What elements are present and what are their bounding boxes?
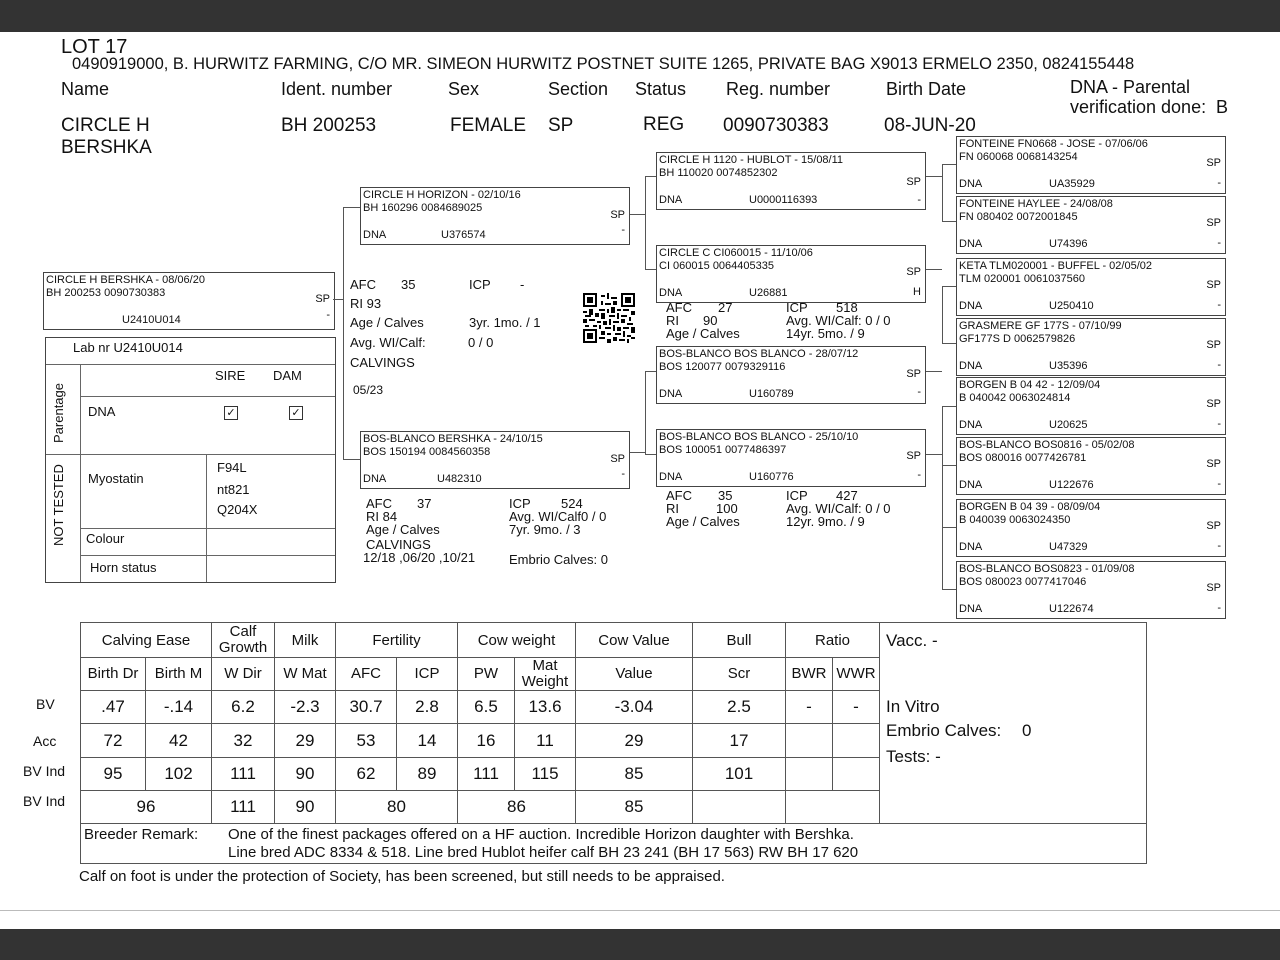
connector (343, 207, 360, 208)
connector (925, 269, 942, 270)
dam-header: DAM (273, 368, 302, 383)
dam-dash: - (621, 468, 625, 480)
table-cell: 101 (693, 758, 786, 791)
dam-id: BOS 150194 0084560358 (363, 446, 491, 458)
lab-box (45, 337, 336, 583)
table-cell: 102 (146, 758, 212, 791)
table-cell: 89 (397, 758, 458, 791)
gp-sp: SP (906, 266, 921, 278)
great-grandparent-box (956, 377, 1226, 435)
gp-id: BH 110020 0074852302 (659, 167, 778, 179)
ggp-dna-label: DNA (959, 603, 983, 615)
gp-title: CIRCLE H 1120 - HUBLOT - 15/08/11 (659, 154, 844, 166)
ggp-title: GRASMERE GF 177S - 07/10/99 (959, 320, 1122, 332)
table-cell: 90 (275, 758, 336, 791)
ggp-sp: SP (1206, 157, 1221, 169)
connector (942, 465, 957, 466)
column-header: Value (576, 658, 693, 691)
stat-value: 7yr. 9mo. / 3 (509, 522, 581, 537)
table-cell: 29 (275, 724, 336, 758)
gp-dna: U26881 (749, 287, 788, 299)
stat-label: Age / Calves (666, 514, 740, 529)
animal-status: REG (643, 114, 685, 135)
connector (645, 176, 646, 270)
dna-verified-value: B (1216, 97, 1229, 117)
ggp-sp: SP (1206, 339, 1221, 351)
gp-dna-label: DNA (659, 388, 683, 400)
stat-value: 427 (836, 488, 858, 503)
column-header: Birth M (146, 658, 212, 691)
stat-value: 37 (417, 496, 432, 511)
gp-dna-label: DNA (659, 194, 683, 206)
table-cell: - (786, 691, 833, 724)
ggp-dna-label: DNA (959, 541, 983, 553)
gp-dash: H (913, 286, 921, 298)
row-label: Acc (33, 733, 57, 749)
ggp-dna-label: DNA (959, 238, 983, 250)
sire-box (360, 187, 630, 245)
great-grandparent-box (956, 136, 1226, 194)
ggp-dash: - (1217, 299, 1221, 311)
vacc-text: Vacc. - (886, 631, 938, 650)
table-cell: 72 (81, 724, 146, 758)
gp-dash: - (917, 194, 921, 206)
ggp-sp: SP (1206, 458, 1221, 470)
stat-value: 518 (836, 300, 858, 315)
ggp-sp: SP (1206, 279, 1221, 291)
stat-value: 12yr. 9mo. / 9 (786, 514, 865, 529)
ggp-dash: - (1217, 602, 1221, 614)
gp-dna: U0000116393 (749, 194, 818, 206)
label-dna-2: verification done: (1070, 97, 1207, 117)
great-grandparent-box (956, 318, 1226, 376)
ggp-id: FN 060068 0068143254 (959, 151, 1078, 163)
connector (629, 452, 645, 453)
in-vitro-label: In Vitro (886, 697, 940, 716)
myostatin-label: Myostatin (88, 471, 144, 486)
label-dna-1: DNA - Parental (1070, 77, 1191, 97)
ggp-title: FONTEINE HAYLEE - 24/08/08 (959, 198, 1113, 210)
stat-value: 12/18 ,06/20 ,10/21 (363, 550, 476, 565)
label-status: Status (635, 79, 687, 99)
stat-value: 05/23 (353, 383, 384, 397)
table-cell: 6.2 (212, 691, 275, 724)
gp-sp: SP (906, 450, 921, 462)
sire-sp: SP (610, 209, 625, 221)
connector (942, 164, 957, 165)
stat-value: Avg. WI/Calf: 0 / 0 (786, 501, 891, 516)
connector (942, 343, 957, 344)
connector (333, 299, 343, 300)
table-cell: 111 (212, 791, 275, 824)
ggp-id: TLM 020001 0061037560 (959, 273, 1085, 285)
ggp-title: BOS-BLANCO BOS0823 - 01/09/08 (959, 563, 1135, 575)
column-header: W Dir (212, 658, 275, 691)
ggp-dna: U122674 (1049, 603, 1094, 615)
connector (629, 214, 645, 215)
table-cell: 29 (576, 724, 693, 758)
sire-dash: - (621, 224, 625, 236)
table-cell: 2.5 (693, 691, 786, 724)
table-cell (833, 758, 880, 791)
gp-id: BOS 100051 0077486397 (659, 444, 787, 456)
table-cell (786, 724, 833, 758)
group-header: Ratio (786, 623, 880, 658)
gp-title: BOS-BLANCO BOS BLANCO - 28/07/12 (659, 348, 859, 360)
connector (942, 527, 957, 528)
table-cell: 42 (146, 724, 212, 758)
table-cell: 80 (336, 791, 458, 824)
self-dna: U2410U014 (122, 314, 181, 326)
gp-title: BOS-BLANCO BOS BLANCO - 25/10/10 (659, 431, 859, 443)
connector (343, 459, 360, 460)
connector (942, 454, 943, 590)
gp-dna-label: DNA (659, 471, 683, 483)
animal-section: SP (548, 115, 574, 136)
table-cell: 96 (81, 791, 212, 824)
stat-label: RI (666, 313, 679, 328)
gp-dna-label: DNA (659, 287, 683, 299)
ggp-dna: U250410 (1049, 300, 1094, 312)
sire-title: CIRCLE H HORIZON - 02/10/16 (363, 189, 521, 201)
label-section: Section (548, 79, 609, 99)
dna-row-label: DNA (88, 404, 116, 419)
not-tested-label: NOT TESTED (51, 464, 66, 546)
group-header: Calving Ease (81, 623, 212, 658)
ggp-dna-label: DNA (959, 300, 983, 312)
ggp-sp: SP (1206, 582, 1221, 594)
table-cell: 17 (693, 724, 786, 758)
connector (942, 164, 943, 222)
ggp-dna: U47329 (1049, 541, 1088, 553)
column-header: Scr (693, 658, 786, 691)
great-grandparent-box (956, 196, 1226, 254)
remark-text: One of the finest packages offered on a HF auction. Incredible Horizon daughter with Bershka. (228, 826, 854, 843)
label-birth: Birth Date (886, 79, 967, 99)
label-reg: Reg. number (726, 79, 831, 99)
table-cell: 90 (275, 791, 336, 824)
ggp-id: GF177S D 0062579826 (959, 333, 1076, 345)
stat-label: Age / Calves (366, 522, 440, 537)
self-sp: SP (315, 293, 330, 305)
lab-nr: Lab nr U2410U014 (73, 340, 183, 355)
ggp-dna-label: DNA (959, 479, 983, 491)
vacc-panel (880, 623, 1147, 824)
sire-check-icon: ✓ (224, 406, 238, 420)
great-grandparent-box (956, 437, 1226, 495)
label-ident: Ident. number (281, 79, 393, 99)
ggp-id: B 040042 0063024814 (959, 392, 1071, 404)
table-cell (693, 791, 786, 824)
stat-value: Embrio Calves: 0 (509, 552, 608, 567)
column-header: W Mat (275, 658, 336, 691)
ggp-dna: U122676 (1049, 479, 1094, 491)
connector (925, 176, 942, 177)
stat-value: - (520, 277, 525, 292)
connector (925, 454, 942, 455)
gp-dna: U160789 (749, 388, 794, 400)
gp-id: BOS 120077 0079329116 (659, 361, 786, 373)
grandsire-dam-box (656, 346, 926, 404)
row-label: BV Ind (23, 793, 66, 809)
embrio-label: Embrio Calves: (886, 721, 1002, 740)
label-name: Name (61, 79, 110, 99)
ggp-title: BORGEN B 04 42 - 12/09/04 (959, 379, 1101, 391)
stat-label: ICP (509, 496, 531, 511)
animal-name-1: CIRCLE H (61, 115, 150, 136)
gp-sp: SP (906, 176, 921, 188)
animal-birth: 08-JUN-20 (884, 115, 976, 136)
stat-value: 35 (718, 488, 733, 503)
stat-label: AFC (666, 488, 692, 503)
horn-status-label: Horn status (90, 560, 157, 575)
animal-reg: 0090730383 (723, 115, 829, 136)
stat-value: 100 (716, 501, 738, 516)
ggp-id: B 040039 0063024350 (959, 514, 1071, 526)
stat-value: 27 (718, 300, 733, 315)
ggp-id: BOS 080023 0077417046 (959, 576, 1087, 588)
stat-label: Age / Calves (350, 315, 424, 330)
great-grandparent-box (956, 258, 1226, 316)
table-cell: 32 (212, 724, 275, 758)
stat-value: 35 (401, 277, 416, 292)
stat-label: AFC (366, 496, 392, 511)
parentage-label: Parentage (51, 383, 66, 443)
table-cell: 111 (458, 758, 515, 791)
table-cell: 115 (515, 758, 576, 791)
colour-label: Colour (86, 531, 125, 546)
connector (645, 371, 646, 455)
granddam-dam-box (656, 429, 926, 487)
myostatin-value: Q204X (217, 502, 258, 517)
table-cell: 11 (515, 724, 576, 758)
table-cell: 16 (458, 724, 515, 758)
column-header: BWR (786, 658, 833, 691)
ggp-title: BOS-BLANCO BOS0816 - 05/02/08 (959, 439, 1135, 451)
connector (942, 589, 957, 590)
column-header: ICP (397, 658, 458, 691)
stat-value: RI 84 (366, 509, 398, 524)
remark-text: Line bred ADC 8334 & 518. Line bred Hublot heifer calf BH 23 241 (BH 17 563) RW BH 17 620 (228, 844, 859, 861)
sire-header: SIRE (215, 368, 246, 383)
ggp-dna: UA35929 (1049, 178, 1095, 190)
stat-label: ICP (786, 300, 808, 315)
stat-label: Age / Calves (666, 326, 740, 341)
table-cell: .47 (81, 691, 146, 724)
ggp-sp: SP (1206, 398, 1221, 410)
table-cell: 86 (458, 791, 576, 824)
animal-name-2: BERSHKA (61, 137, 152, 158)
column-header: Birth Dr (81, 658, 146, 691)
stat-label: AFC (350, 277, 376, 292)
ggp-title: FONTEINE FN0668 - JOSE - 07/06/06 (959, 138, 1148, 150)
great-grandparent-box (956, 561, 1226, 619)
column-header: AFC (336, 658, 397, 691)
table-cell: -2.3 (275, 691, 336, 724)
row-label: BV (36, 696, 55, 712)
stat-label: Avg. WI/Calf: (350, 335, 426, 350)
dam-title: BOS-BLANCO BERSHKA - 24/10/15 (363, 433, 543, 445)
table-cell (786, 791, 880, 824)
gp-sp: SP (906, 368, 921, 380)
bottom-bar (0, 929, 1280, 960)
dam-dna: U482310 (437, 473, 482, 485)
gp-id: CI 060015 0064405335 (659, 260, 774, 272)
ggp-dash: - (1217, 359, 1221, 371)
animal-ident: BH 200253 (281, 115, 377, 136)
stat-label: RI (666, 501, 679, 516)
column-header: WWR (833, 658, 880, 691)
divider (0, 910, 1280, 911)
remark-label: Breeder Remark: (84, 826, 199, 843)
stat-value: Avg. WI/Calf0 / 0 (509, 509, 607, 524)
ggp-dash: - (1217, 237, 1221, 249)
gp-dash: - (917, 386, 921, 398)
stat-label: CALVINGS (350, 355, 415, 370)
table-cell: 6.5 (458, 691, 515, 724)
column-header: PW (458, 658, 515, 691)
stat-value: Avg. WI/Calf: 0 / 0 (786, 313, 891, 328)
ggp-sp: SP (1206, 217, 1221, 229)
footer-note: Calf on foot is under the protection of Society, has been screened, but still needs to be appraised. (79, 868, 725, 885)
ebv-table (80, 622, 1147, 864)
table-cell: 95 (81, 758, 146, 791)
grandsire-sire-box (656, 152, 926, 210)
self-id: BH 200253 0090730383 (46, 287, 166, 299)
table-cell: 85 (576, 758, 693, 791)
dam-box (360, 431, 630, 489)
ggp-id: FN 080402 0072001845 (959, 211, 1078, 223)
ggp-dna-label: DNA (959, 360, 983, 372)
animal-sex: FEMALE (450, 115, 527, 136)
row-label: BV Ind (23, 763, 66, 779)
ggp-dash: - (1217, 540, 1221, 552)
group-header: Fertility (336, 623, 458, 658)
connector (942, 221, 957, 222)
stat-value: 3yr. 1mo. / 1 (469, 315, 541, 330)
stat-label: ICP (469, 277, 491, 292)
self-box (43, 272, 335, 330)
connector (925, 371, 942, 372)
group-header: Calf Growth (212, 623, 275, 658)
sire-dna-label: DNA (363, 229, 387, 241)
label-sex: Sex (448, 79, 480, 99)
ggp-dna-label: DNA (959, 419, 983, 431)
dam-sp: SP (610, 453, 625, 465)
gp-dna: U160776 (749, 471, 794, 483)
table-cell: - (833, 691, 880, 724)
table-cell: 14 (397, 724, 458, 758)
table-cell (786, 758, 833, 791)
sire-dna: U376574 (441, 229, 486, 241)
great-grandparent-box (956, 499, 1226, 557)
owner-address: 0490919000, B. HURWITZ FARMING, C/O MR. SIMEON HURWITZ POSTNET SUITE 1265, PRIVATE BAG X9013 ERMELO 2350, 0824155448 (72, 55, 1135, 73)
connector (942, 286, 957, 287)
self-title: CIRCLE H BERSHKA - 08/06/20 (46, 274, 205, 286)
table-cell: 85 (576, 791, 693, 824)
connector (343, 207, 344, 460)
qr-code-icon (583, 293, 635, 343)
table-cell: -3.04 (576, 691, 693, 724)
stat-label: CALVINGS (366, 537, 431, 552)
stat-value: 14yr. 5mo. / 9 (786, 326, 865, 341)
lot-number: LOT 17 (61, 36, 128, 58)
ggp-dna: U35396 (1049, 360, 1088, 372)
dam-check-icon: ✓ (289, 406, 303, 420)
connector (942, 286, 943, 344)
stat-label: ICP (786, 488, 808, 503)
myostatin-value: nt821 (217, 482, 250, 497)
self-dash: - (326, 309, 330, 321)
connector (942, 406, 957, 407)
top-bar (0, 0, 1280, 32)
ggp-dash: - (1217, 478, 1221, 490)
ggp-dash: - (1217, 418, 1221, 430)
myostatin-value: F94L (217, 460, 247, 475)
dam-dna-label: DNA (363, 473, 387, 485)
ggp-dna: U20625 (1049, 419, 1088, 431)
table-cell: -.14 (146, 691, 212, 724)
table-cell: 111 (212, 758, 275, 791)
stat-value: 90 (703, 313, 718, 328)
ggp-title: BORGEN B 04 39 - 08/09/04 (959, 501, 1101, 513)
ggp-dna: U74396 (1049, 238, 1088, 250)
stat-value: 0 / 0 (468, 335, 494, 350)
table-cell (833, 724, 880, 758)
ggp-title: KETA TLM020001 - BUFFEL - 02/05/02 (959, 260, 1153, 272)
gp-title: CIRCLE C CI060015 - 11/10/06 (659, 247, 813, 259)
stat-value: 524 (561, 496, 583, 511)
table-cell: 2.8 (397, 691, 458, 724)
ggp-id: BOS 080016 0077426781 (959, 452, 1087, 464)
stat-value: RI 93 (350, 296, 382, 311)
ggp-sp: SP (1206, 520, 1221, 532)
tests-text: Tests: - (886, 747, 941, 766)
table-cell: 53 (336, 724, 397, 758)
ggp-dna-label: DNA (959, 178, 983, 190)
embrio-value: 0 (1022, 721, 1032, 740)
table-cell: 13.6 (515, 691, 576, 724)
granddam-sire-box (656, 245, 926, 303)
table-cell: 30.7 (336, 691, 397, 724)
table-cell: 62 (336, 758, 397, 791)
sire-id: BH 160296 0084689025 (363, 202, 483, 214)
group-header: Cow weight (458, 623, 576, 658)
group-header: Bull (693, 623, 786, 658)
group-header: Milk (275, 623, 336, 658)
column-header: Mat Weight (515, 658, 576, 691)
group-header: Cow Value (576, 623, 693, 658)
stat-label: AFC (666, 300, 692, 315)
ggp-dash: - (1217, 177, 1221, 189)
gp-dash: - (917, 469, 921, 481)
breeder-remark (81, 824, 1147, 864)
